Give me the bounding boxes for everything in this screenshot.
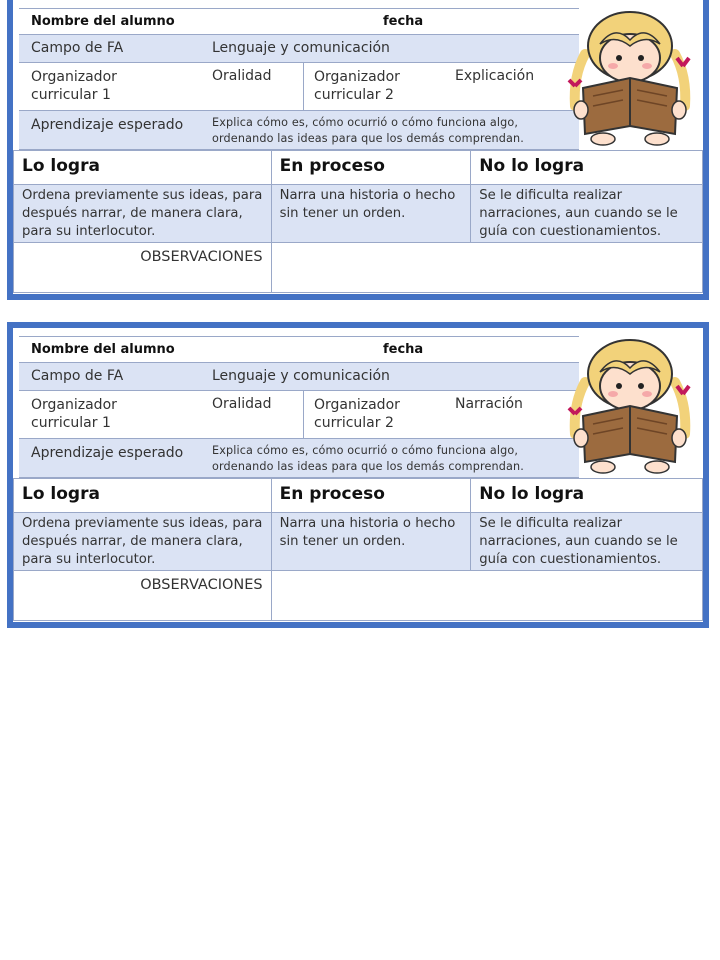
descriptor-not-achieved: Se le dificulta realizar narraciones, aun cuando se le guía con cuestionamientos. [471,513,703,571]
expected-learning-row [19,110,579,150]
descriptor-in-progress: Narra una historia o hecho sin tener un orden. [271,513,471,571]
date-label: fecha [383,342,424,357]
student-name-label: Nombre del alumno [31,342,175,357]
student-name-row [19,8,579,34]
organizer-1-label: Organizador curricular 1 [31,69,117,103]
observations-label: OBSERVACIONES [14,571,272,621]
evaluation-table [13,150,703,293]
observations-field[interactable] [271,571,702,621]
organizer-divider [303,391,304,439]
girl-reading-book-icon [563,334,697,474]
level-headers [14,479,703,513]
organizer-1-label: Organizador curricular 1 [31,397,117,431]
expected-learning-row [19,438,579,478]
campo-value: Lenguaje y comunicación [212,40,390,56]
descriptor-achieved: Ordena previamente sus ideas, para después narrar, de manera clara, para su interlocutor. [14,185,272,243]
evaluation-card-1 [7,0,709,300]
level-in-progress: En proceso [271,479,471,513]
evaluation-card-2 [7,322,709,628]
organizer-2-value: Narración [455,396,523,412]
expected-learning-label: Aprendizaje esperado [31,117,184,133]
student-name-row [19,336,579,362]
observations-label: OBSERVACIONES [14,243,272,293]
level-descriptors [14,513,703,571]
level-in-progress: En proceso [271,151,471,185]
level-not-achieved: No lo logra [471,151,703,185]
descriptor-in-progress: Narra una historia o hecho sin tener un orden. [271,185,471,243]
organizer-2-value: Explicación [455,68,535,84]
organizer-row [19,390,579,438]
campo-row [19,362,579,390]
expected-learning-text: Explica cómo es, cómo ocurrió o cómo funciona algo, ordenando las ideas para que los demás comprendan. [212,444,524,473]
level-achieved: Lo logra [14,479,272,513]
campo-label: Campo de FA [31,40,124,56]
level-headers [14,151,703,185]
campo-row [19,34,579,62]
organizer-row [19,62,579,110]
student-name-label: Nombre del alumno [31,14,175,29]
level-descriptors [14,185,703,243]
descriptor-achieved: Ordena previamente sus ideas, para después narrar, de manera clara, para su interlocutor. [14,513,272,571]
girl-reading-book-icon [563,6,697,146]
evaluation-table [13,478,703,621]
level-not-achieved: No lo logra [471,479,703,513]
observations-row [14,243,703,293]
observations-row [14,571,703,621]
date-label: fecha [383,14,424,29]
organizer-divider [303,63,304,111]
level-achieved: Lo logra [14,151,272,185]
expected-learning-text: Explica cómo es, cómo ocurrió o cómo funciona algo, ordenando las ideas para que los demás comprendan. [212,116,524,145]
campo-value: Lenguaje y comunicación [212,368,390,384]
observations-field[interactable] [271,243,702,293]
expected-learning-label: Aprendizaje esperado [31,445,184,461]
organizer-1-value: Oralidad [212,396,272,412]
campo-label: Campo de FA [31,368,124,384]
organizer-1-value: Oralidad [212,68,272,84]
descriptor-not-achieved: Se le dificulta realizar narraciones, aun cuando se le guía con cuestionamientos. [471,185,703,243]
organizer-2-label: Organizador curricular 2 [314,69,400,103]
organizer-2-label: Organizador curricular 2 [314,397,400,431]
